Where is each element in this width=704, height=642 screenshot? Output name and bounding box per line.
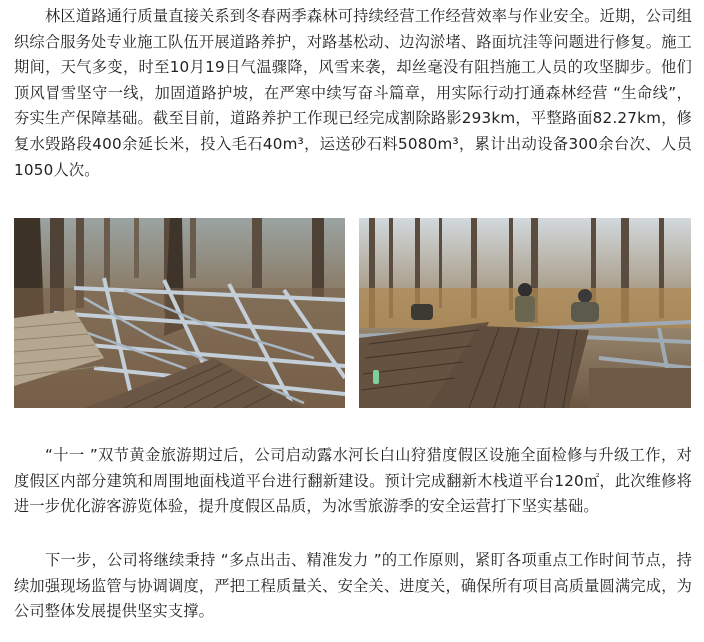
photo-workers-laying-planks [359, 218, 691, 408]
photo-boardwalk-steel-frame [14, 218, 345, 408]
workers-boardwalk-image [359, 218, 691, 408]
boardwalk-frame-image [14, 218, 345, 408]
paragraph-resort-renovation: “十一 ”双节黄金旅游期过后，公司启动露水河长白山狩猎度假区设施全面检修与升级工作，对度假区内部分建筑和周围地面栈道平台进行翻新建设。预计完成翻新木栈道平台120㎡，此次维修将进一步优化游客游览体验，提升度假区品质，为冰雪旅游季的安全运营打下坚实基础。 [14, 446, 692, 516]
paragraph-road-maintenance: 林区道路通行质量直接关系到冬春两季森林可持续经营工作经营效率与作业安全。近期，公司组织综合服务处专业施工队伍开展道路养护，对路基松动、边沟淤堵、路面坑洼等问题进行修复。施工期间，天气多变，时至10月19日气温骤降，风雪来袭，却丝毫没有阻挡施工人员的攻坚脚步。他们顶风冒雪坚守一线，加固道路护坡，在严寒中续写奋斗篇章，用实际行动打通森林经营 “生命线”，夯实生产保障基础。截至目前，道路养护工作现已经完成割除路影293km，平整路面82.27km，修复水毁路段400余延长米，投入毛石40m³，运送砂石料5080m³，累计出动设备300余台次、人员1050人次。 [14, 7, 692, 179]
paragraph-next-steps: 下一步，公司将继续秉持 “多点出击、精准发力 ”的工作原则，紧盯各项重点工作时间节点，持续加强现场监管与协调调度，严把工程质量关、安全关、进度关，确保所有项目高质量圆满完成，为公司整体发展提供坚实支撑。 [14, 551, 692, 621]
